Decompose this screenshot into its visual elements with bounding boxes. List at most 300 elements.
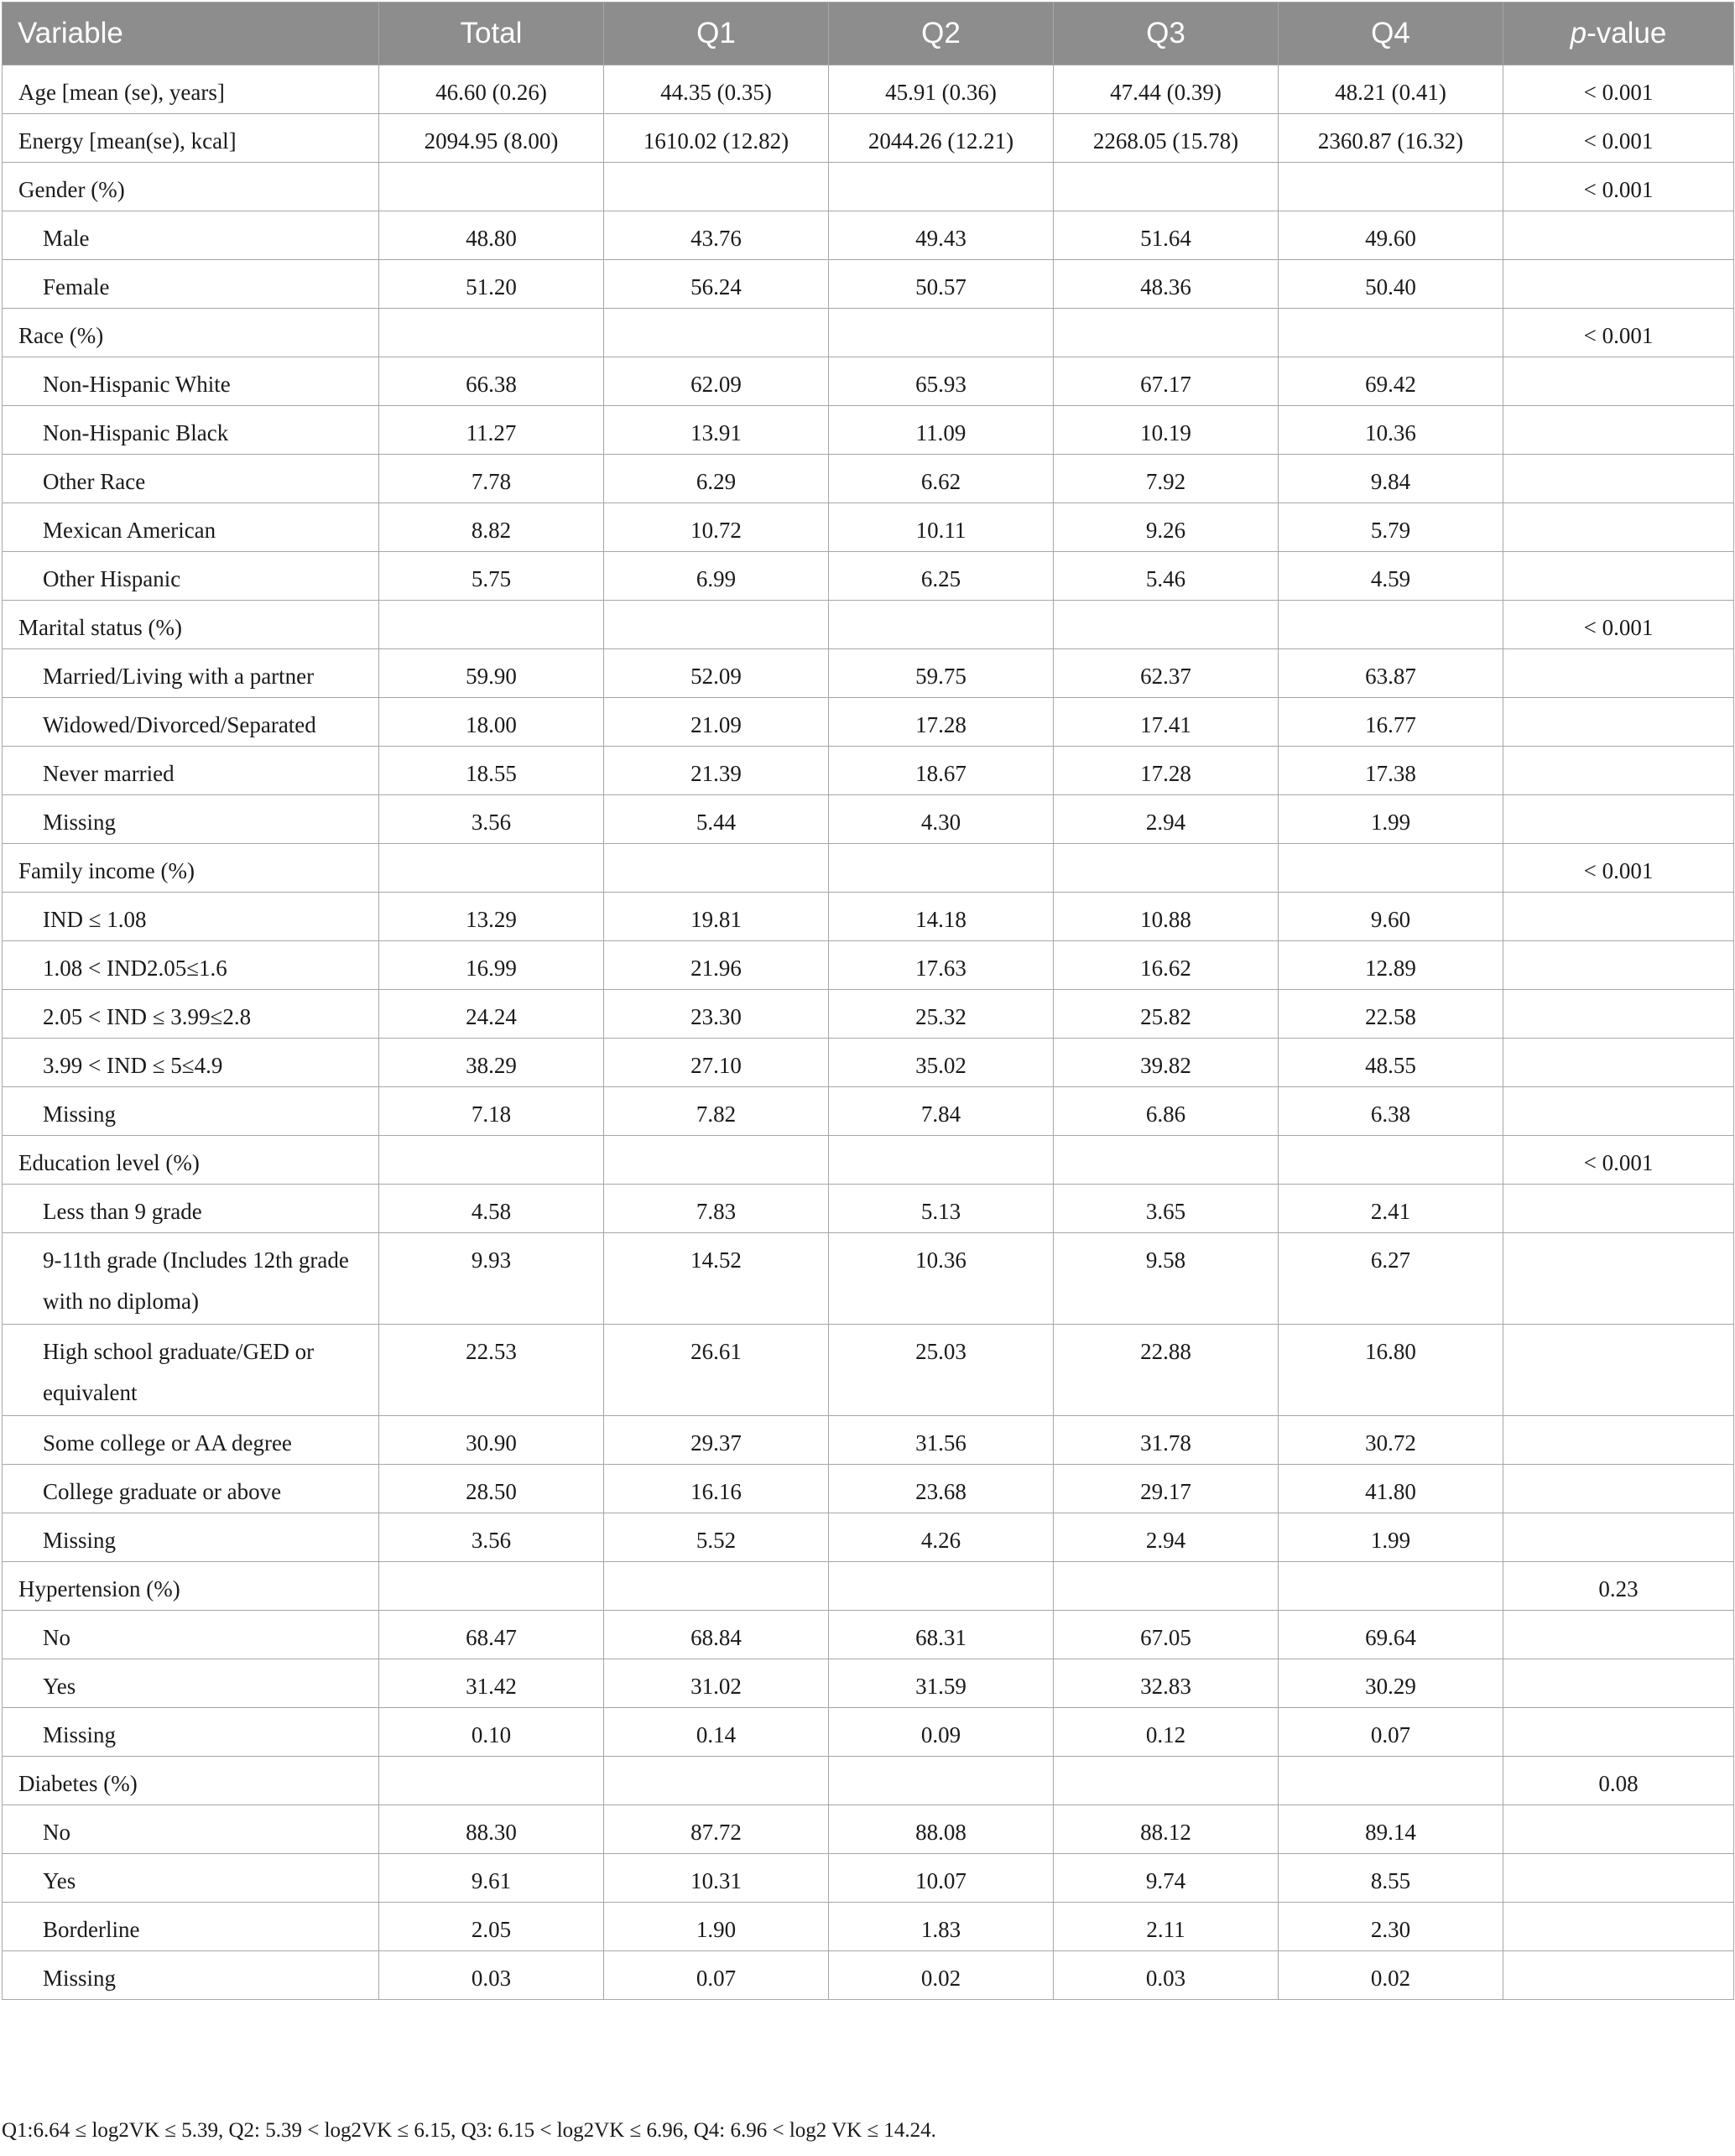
- table-row: [3, 1903, 1734, 1951]
- cell-variable: 1.08 < IND2.05≤1.6: [3, 941, 379, 990]
- cell-p-value: [1503, 941, 1734, 990]
- cell-total: [379, 844, 604, 893]
- cell-q3: 22.88: [1054, 1325, 1279, 1416]
- cell-q3: 0.12: [1054, 1708, 1279, 1757]
- cell-variable: Missing: [3, 1951, 379, 2000]
- cell-q2: 25.03: [829, 1325, 1054, 1416]
- cell-variable: High school graduate/GED or equivalent: [3, 1325, 379, 1416]
- cell-q1: 6.29: [604, 455, 829, 503]
- cell-p-value: [1503, 357, 1734, 406]
- cell-p-value: [1503, 1513, 1734, 1562]
- cell-q3: [1054, 1562, 1279, 1611]
- cell-q4: 6.27: [1279, 1233, 1503, 1325]
- cell-q4: 69.64: [1279, 1611, 1503, 1659]
- cell-q4: 5.79: [1279, 503, 1503, 552]
- table-row: [3, 1659, 1734, 1708]
- cell-p-value: 0.23: [1503, 1562, 1734, 1611]
- cell-variable: Hypertension (%): [3, 1562, 379, 1611]
- cell-q3: 32.83: [1054, 1659, 1279, 1708]
- cell-total: 7.78: [379, 455, 604, 503]
- cell-q1: [604, 163, 829, 211]
- cell-q1: [604, 844, 829, 893]
- cell-total: 13.29: [379, 893, 604, 941]
- cell-variable: Race (%): [3, 309, 379, 357]
- cell-variable: Some college or AA degree: [3, 1416, 379, 1465]
- cell-q1: 52.09: [604, 649, 829, 698]
- cell-q3: 0.03: [1054, 1951, 1279, 2000]
- cell-q1: 5.52: [604, 1513, 829, 1562]
- cell-variable: Other Hispanic: [3, 552, 379, 601]
- cell-total: [379, 1562, 604, 1611]
- cell-q2: 10.36: [829, 1233, 1054, 1325]
- table-row: [3, 1087, 1734, 1136]
- cell-variable: Less than 9 grade: [3, 1185, 379, 1233]
- cell-q2: 6.25: [829, 552, 1054, 601]
- cell-total: [379, 163, 604, 211]
- cell-p-value: [1503, 1233, 1734, 1325]
- cell-q4: 2.41: [1279, 1185, 1503, 1233]
- cell-q4: 2360.87 (16.32): [1279, 114, 1503, 163]
- cell-q3: 6.86: [1054, 1087, 1279, 1136]
- cell-variable: Gender (%): [3, 163, 379, 211]
- cell-variable: 3.99 < IND ≤ 5≤4.9: [3, 1039, 379, 1087]
- cell-p-value: [1503, 795, 1734, 844]
- cell-q3: [1054, 1136, 1279, 1185]
- cell-q2: 35.02: [829, 1039, 1054, 1087]
- cell-q3: 2.94: [1054, 1513, 1279, 1562]
- cell-total: [379, 1136, 604, 1185]
- cell-p-value: [1503, 1039, 1734, 1087]
- table-row: [3, 163, 1734, 211]
- cell-variable: Missing: [3, 1513, 379, 1562]
- table-row: [3, 503, 1734, 552]
- cell-q2: 11.09: [829, 406, 1054, 455]
- header-q3: Q3: [1054, 3, 1279, 65]
- cell-q2: 31.59: [829, 1659, 1054, 1708]
- header-q1: Q1: [604, 3, 829, 65]
- cell-q2: 45.91 (0.36): [829, 65, 1054, 114]
- cell-q3: 25.82: [1054, 990, 1279, 1039]
- cell-q2: 17.63: [829, 941, 1054, 990]
- cell-total: 5.75: [379, 552, 604, 601]
- table-row: [3, 1757, 1734, 1805]
- cell-q2: [829, 844, 1054, 893]
- cell-q3: 17.41: [1054, 698, 1279, 747]
- cell-q3: [1054, 601, 1279, 649]
- cell-q3: 9.58: [1054, 1233, 1279, 1325]
- cell-q3: 67.17: [1054, 357, 1279, 406]
- table-row: [3, 1039, 1734, 1087]
- cell-total: 48.80: [379, 211, 604, 260]
- table-row: [3, 1416, 1734, 1465]
- table-row: [3, 1325, 1734, 1416]
- cell-q4: 0.07: [1279, 1708, 1503, 1757]
- cell-p-value: < 0.001: [1503, 844, 1734, 893]
- cell-total: 16.99: [379, 941, 604, 990]
- cell-q4: 30.72: [1279, 1416, 1503, 1465]
- cell-q4: 22.58: [1279, 990, 1503, 1039]
- cell-q4: 10.36: [1279, 406, 1503, 455]
- cell-q4: 48.55: [1279, 1039, 1503, 1087]
- cell-variable: No: [3, 1805, 379, 1854]
- cell-p-value: [1503, 893, 1734, 941]
- table-row: [3, 941, 1734, 990]
- cell-p-value: [1503, 1805, 1734, 1854]
- cell-q2: 5.13: [829, 1185, 1054, 1233]
- cell-q3: 29.17: [1054, 1465, 1279, 1513]
- cell-q4: 16.77: [1279, 698, 1503, 747]
- cell-q3: 2.94: [1054, 795, 1279, 844]
- cell-p-value: [1503, 211, 1734, 260]
- cell-q1: 19.81: [604, 893, 829, 941]
- cell-q2: 68.31: [829, 1611, 1054, 1659]
- header-row: [3, 3, 1734, 65]
- cell-total: 18.55: [379, 747, 604, 795]
- cell-q1: [604, 1562, 829, 1611]
- cell-q1: 1610.02 (12.82): [604, 114, 829, 163]
- table-row: [3, 698, 1734, 747]
- cell-p-value: [1503, 747, 1734, 795]
- table-header: [3, 3, 1734, 65]
- cell-q3: [1054, 309, 1279, 357]
- cell-variable: Energy [mean(se), kcal]: [3, 114, 379, 163]
- table-row: [3, 1951, 1734, 2000]
- cell-q4: 8.55: [1279, 1854, 1503, 1903]
- cell-variable: Other Race: [3, 455, 379, 503]
- cell-q1: 7.83: [604, 1185, 829, 1233]
- cell-q3: 2268.05 (15.78): [1054, 114, 1279, 163]
- cell-q1: [604, 309, 829, 357]
- cell-q3: 3.65: [1054, 1185, 1279, 1233]
- header-total: Total: [379, 3, 604, 65]
- cell-q4: [1279, 844, 1503, 893]
- cell-variable: IND ≤ 1.08: [3, 893, 379, 941]
- cell-q4: 48.21 (0.41): [1279, 65, 1503, 114]
- table-row: [3, 1513, 1734, 1562]
- header-p-value-italic: p: [1570, 17, 1587, 49]
- cell-total: 2.05: [379, 1903, 604, 1951]
- table-row: [3, 1708, 1734, 1757]
- cell-total: 3.56: [379, 795, 604, 844]
- cell-total: 88.30: [379, 1805, 604, 1854]
- cell-total: [379, 309, 604, 357]
- cell-p-value: [1503, 1903, 1734, 1951]
- cell-q4: 9.60: [1279, 893, 1503, 941]
- cell-variable: Yes: [3, 1854, 379, 1903]
- cell-q1: 0.14: [604, 1708, 829, 1757]
- header-q2: Q2: [829, 3, 1054, 65]
- cell-variable: Widowed/Divorced/Separated: [3, 698, 379, 747]
- table-row: [3, 649, 1734, 698]
- cell-variable: Never married: [3, 747, 379, 795]
- cell-p-value: < 0.001: [1503, 601, 1734, 649]
- cell-q4: 30.29: [1279, 1659, 1503, 1708]
- cell-p-value: [1503, 406, 1734, 455]
- cell-p-value: < 0.001: [1503, 114, 1734, 163]
- cell-variable: Female: [3, 260, 379, 309]
- cell-q1: 0.07: [604, 1951, 829, 2000]
- cell-q1: 68.84: [604, 1611, 829, 1659]
- table-row: [3, 1562, 1734, 1611]
- table-row: [3, 357, 1734, 406]
- cell-total: 22.53: [379, 1325, 604, 1416]
- cell-p-value: [1503, 1465, 1734, 1513]
- cell-p-value: [1503, 1185, 1734, 1233]
- cell-q4: 69.42: [1279, 357, 1503, 406]
- cell-variable: Mexican American: [3, 503, 379, 552]
- cell-q4: 63.87: [1279, 649, 1503, 698]
- cell-q3: 48.36: [1054, 260, 1279, 309]
- header-p-value-rest: -value: [1587, 17, 1667, 49]
- cell-q2: 4.30: [829, 795, 1054, 844]
- cell-q3: 62.37: [1054, 649, 1279, 698]
- cell-p-value: [1503, 260, 1734, 309]
- cell-q3: 9.74: [1054, 1854, 1279, 1903]
- cell-q3: 39.82: [1054, 1039, 1279, 1087]
- cell-p-value: [1503, 990, 1734, 1039]
- cell-q4: 2.30: [1279, 1903, 1503, 1951]
- cell-q2: [829, 1562, 1054, 1611]
- cell-q1: 43.76: [604, 211, 829, 260]
- table-row: [3, 601, 1734, 649]
- cell-p-value: [1503, 1325, 1734, 1416]
- cell-q4: 0.02: [1279, 1951, 1503, 2000]
- cell-variable: Married/Living with a partner: [3, 649, 379, 698]
- cell-total: 24.24: [379, 990, 604, 1039]
- cell-q1: 6.99: [604, 552, 829, 601]
- cell-q3: 47.44 (0.39): [1054, 65, 1279, 114]
- cell-total: 7.18: [379, 1087, 604, 1136]
- cell-q2: 17.28: [829, 698, 1054, 747]
- cell-q3: 31.78: [1054, 1416, 1279, 1465]
- cell-variable: Marital status (%): [3, 601, 379, 649]
- cell-total: 11.27: [379, 406, 604, 455]
- cell-p-value: [1503, 503, 1734, 552]
- cell-q1: 10.72: [604, 503, 829, 552]
- header-variable: Variable: [3, 3, 379, 65]
- cell-variable: Non-Hispanic Black: [3, 406, 379, 455]
- cell-q3: [1054, 163, 1279, 211]
- cell-total: 18.00: [379, 698, 604, 747]
- cell-q2: 14.18: [829, 893, 1054, 941]
- cell-q4: [1279, 309, 1503, 357]
- table-row: [3, 65, 1734, 114]
- cell-q4: 17.38: [1279, 747, 1503, 795]
- cell-q2: 88.08: [829, 1805, 1054, 1854]
- cell-q1: 27.10: [604, 1039, 829, 1087]
- cell-q4: 49.60: [1279, 211, 1503, 260]
- cell-q4: [1279, 1757, 1503, 1805]
- cell-q2: 1.83: [829, 1903, 1054, 1951]
- cell-q2: 23.68: [829, 1465, 1054, 1513]
- cell-p-value: < 0.001: [1503, 1136, 1734, 1185]
- cell-q1: 21.96: [604, 941, 829, 990]
- cell-q3: 7.92: [1054, 455, 1279, 503]
- cell-variable: Male: [3, 211, 379, 260]
- cell-q4: [1279, 1136, 1503, 1185]
- table-row: [3, 844, 1734, 893]
- cell-q2: 0.02: [829, 1951, 1054, 2000]
- cell-variable: 2.05 < IND ≤ 3.99≤2.8: [3, 990, 379, 1039]
- cell-q2: [829, 309, 1054, 357]
- cell-q2: [829, 163, 1054, 211]
- cell-variable: Diabetes (%): [3, 1757, 379, 1805]
- cell-variable: Non-Hispanic White: [3, 357, 379, 406]
- cell-q2: 49.43: [829, 211, 1054, 260]
- table-row: [3, 1465, 1734, 1513]
- cell-q2: 18.67: [829, 747, 1054, 795]
- cell-q2: [829, 1136, 1054, 1185]
- cell-p-value: [1503, 1951, 1734, 2000]
- cell-q2: 10.11: [829, 503, 1054, 552]
- table-row: [3, 211, 1734, 260]
- cell-total: 8.82: [379, 503, 604, 552]
- cell-total: 68.47: [379, 1611, 604, 1659]
- cell-q2: [829, 1757, 1054, 1805]
- cell-variable: Education level (%): [3, 1136, 379, 1185]
- cell-p-value: 0.08: [1503, 1757, 1734, 1805]
- cell-total: 0.10: [379, 1708, 604, 1757]
- table-row: [3, 1136, 1734, 1185]
- cell-q1: 1.90: [604, 1903, 829, 1951]
- table-row: [3, 893, 1734, 941]
- cell-q1: 7.82: [604, 1087, 829, 1136]
- cell-q1: 26.61: [604, 1325, 829, 1416]
- cell-p-value: < 0.001: [1503, 309, 1734, 357]
- cell-q3: 16.62: [1054, 941, 1279, 990]
- cell-p-value: [1503, 1611, 1734, 1659]
- cell-q1: 14.52: [604, 1233, 829, 1325]
- cell-p-value: [1503, 1087, 1734, 1136]
- cell-q1: 56.24: [604, 260, 829, 309]
- table-row: [3, 990, 1734, 1039]
- cell-q2: [829, 601, 1054, 649]
- table-footnote: Q1:6.64 ≤ log2VK ≤ 5.39, Q2: 5.39 < log2VK ≤ 6.15, Q3: 6.15 < log2VK ≤ 6.96, Q4: 6.96 < log2 VK ≤ 14.24.: [2, 2119, 936, 2142]
- table-row: [3, 1233, 1734, 1325]
- cell-q1: [604, 1136, 829, 1185]
- cell-total: 4.58: [379, 1185, 604, 1233]
- cell-q4: 50.40: [1279, 260, 1503, 309]
- cell-variable: Missing: [3, 1708, 379, 1757]
- cell-total: 31.42: [379, 1659, 604, 1708]
- cell-q3: 88.12: [1054, 1805, 1279, 1854]
- cell-total: 0.03: [379, 1951, 604, 2000]
- cell-total: 3.56: [379, 1513, 604, 1562]
- cell-q1: 23.30: [604, 990, 829, 1039]
- cell-q3: [1054, 844, 1279, 893]
- header-p-value: [1503, 3, 1734, 65]
- cell-variable: College graduate or above: [3, 1465, 379, 1513]
- cell-q1: 29.37: [604, 1416, 829, 1465]
- cell-q1: 10.31: [604, 1854, 829, 1903]
- cell-total: 59.90: [379, 649, 604, 698]
- cell-total: 28.50: [379, 1465, 604, 1513]
- cell-q3: 9.26: [1054, 503, 1279, 552]
- cell-q2: 31.56: [829, 1416, 1054, 1465]
- cell-q1: 62.09: [604, 357, 829, 406]
- cell-q4: 4.59: [1279, 552, 1503, 601]
- cell-q1: 21.09: [604, 698, 829, 747]
- cell-p-value: < 0.001: [1503, 163, 1734, 211]
- cell-variable: Family income (%): [3, 844, 379, 893]
- cell-variable: 9-11th grade (Includes 12th grade with no diploma): [3, 1233, 379, 1325]
- cell-q2: 50.57: [829, 260, 1054, 309]
- table-row: [3, 1611, 1734, 1659]
- cell-q1: 21.39: [604, 747, 829, 795]
- cell-q4: 16.80: [1279, 1325, 1503, 1416]
- cell-q1: 16.16: [604, 1465, 829, 1513]
- cell-total: [379, 1757, 604, 1805]
- characteristics-table: [2, 2, 1734, 2000]
- table-row: [3, 309, 1734, 357]
- table-row: [3, 1805, 1734, 1854]
- cell-q4: 1.99: [1279, 795, 1503, 844]
- cell-q4: 6.38: [1279, 1087, 1503, 1136]
- cell-q2: 4.26: [829, 1513, 1054, 1562]
- table-row: [3, 455, 1734, 503]
- table-row: [3, 552, 1734, 601]
- cell-q3: [1054, 1757, 1279, 1805]
- table-row: [3, 1854, 1734, 1903]
- cell-q2: 10.07: [829, 1854, 1054, 1903]
- cell-q1: 5.44: [604, 795, 829, 844]
- cell-q1: 31.02: [604, 1659, 829, 1708]
- cell-q2: 25.32: [829, 990, 1054, 1039]
- cell-p-value: < 0.001: [1503, 65, 1734, 114]
- cell-p-value: [1503, 698, 1734, 747]
- cell-q1: [604, 1757, 829, 1805]
- table-row: [3, 795, 1734, 844]
- cell-q4: 89.14: [1279, 1805, 1503, 1854]
- cell-q4: [1279, 601, 1503, 649]
- cell-p-value: [1503, 649, 1734, 698]
- cell-variable: Missing: [3, 1087, 379, 1136]
- cell-p-value: [1503, 1416, 1734, 1465]
- cell-q4: [1279, 163, 1503, 211]
- cell-total: 9.93: [379, 1233, 604, 1325]
- cell-p-value: [1503, 1854, 1734, 1903]
- cell-total: 30.90: [379, 1416, 604, 1465]
- table-row: [3, 406, 1734, 455]
- cell-q3: 5.46: [1054, 552, 1279, 601]
- cell-q3: 2.11: [1054, 1903, 1279, 1951]
- cell-q3: 17.28: [1054, 747, 1279, 795]
- cell-q3: 67.05: [1054, 1611, 1279, 1659]
- cell-total: 2094.95 (8.00): [379, 114, 604, 163]
- cell-variable: No: [3, 1611, 379, 1659]
- table-row: [3, 260, 1734, 309]
- table-row: [3, 1185, 1734, 1233]
- cell-q2: 0.09: [829, 1708, 1054, 1757]
- table-body: [3, 65, 1734, 2000]
- cell-q2: 65.93: [829, 357, 1054, 406]
- cell-q4: 1.99: [1279, 1513, 1503, 1562]
- cell-q4: 9.84: [1279, 455, 1503, 503]
- cell-p-value: [1503, 552, 1734, 601]
- cell-q2: 59.75: [829, 649, 1054, 698]
- header-q4: Q4: [1279, 3, 1503, 65]
- cell-q1: 13.91: [604, 406, 829, 455]
- cell-variable: Borderline: [3, 1903, 379, 1951]
- cell-q2: 2044.26 (12.21): [829, 114, 1054, 163]
- cell-total: 66.38: [379, 357, 604, 406]
- cell-variable: Yes: [3, 1659, 379, 1708]
- cell-q1: 44.35 (0.35): [604, 65, 829, 114]
- cell-variable: Age [mean (se), years]: [3, 65, 379, 114]
- cell-q2: 7.84: [829, 1087, 1054, 1136]
- cell-q4: [1279, 1562, 1503, 1611]
- cell-q1: [604, 601, 829, 649]
